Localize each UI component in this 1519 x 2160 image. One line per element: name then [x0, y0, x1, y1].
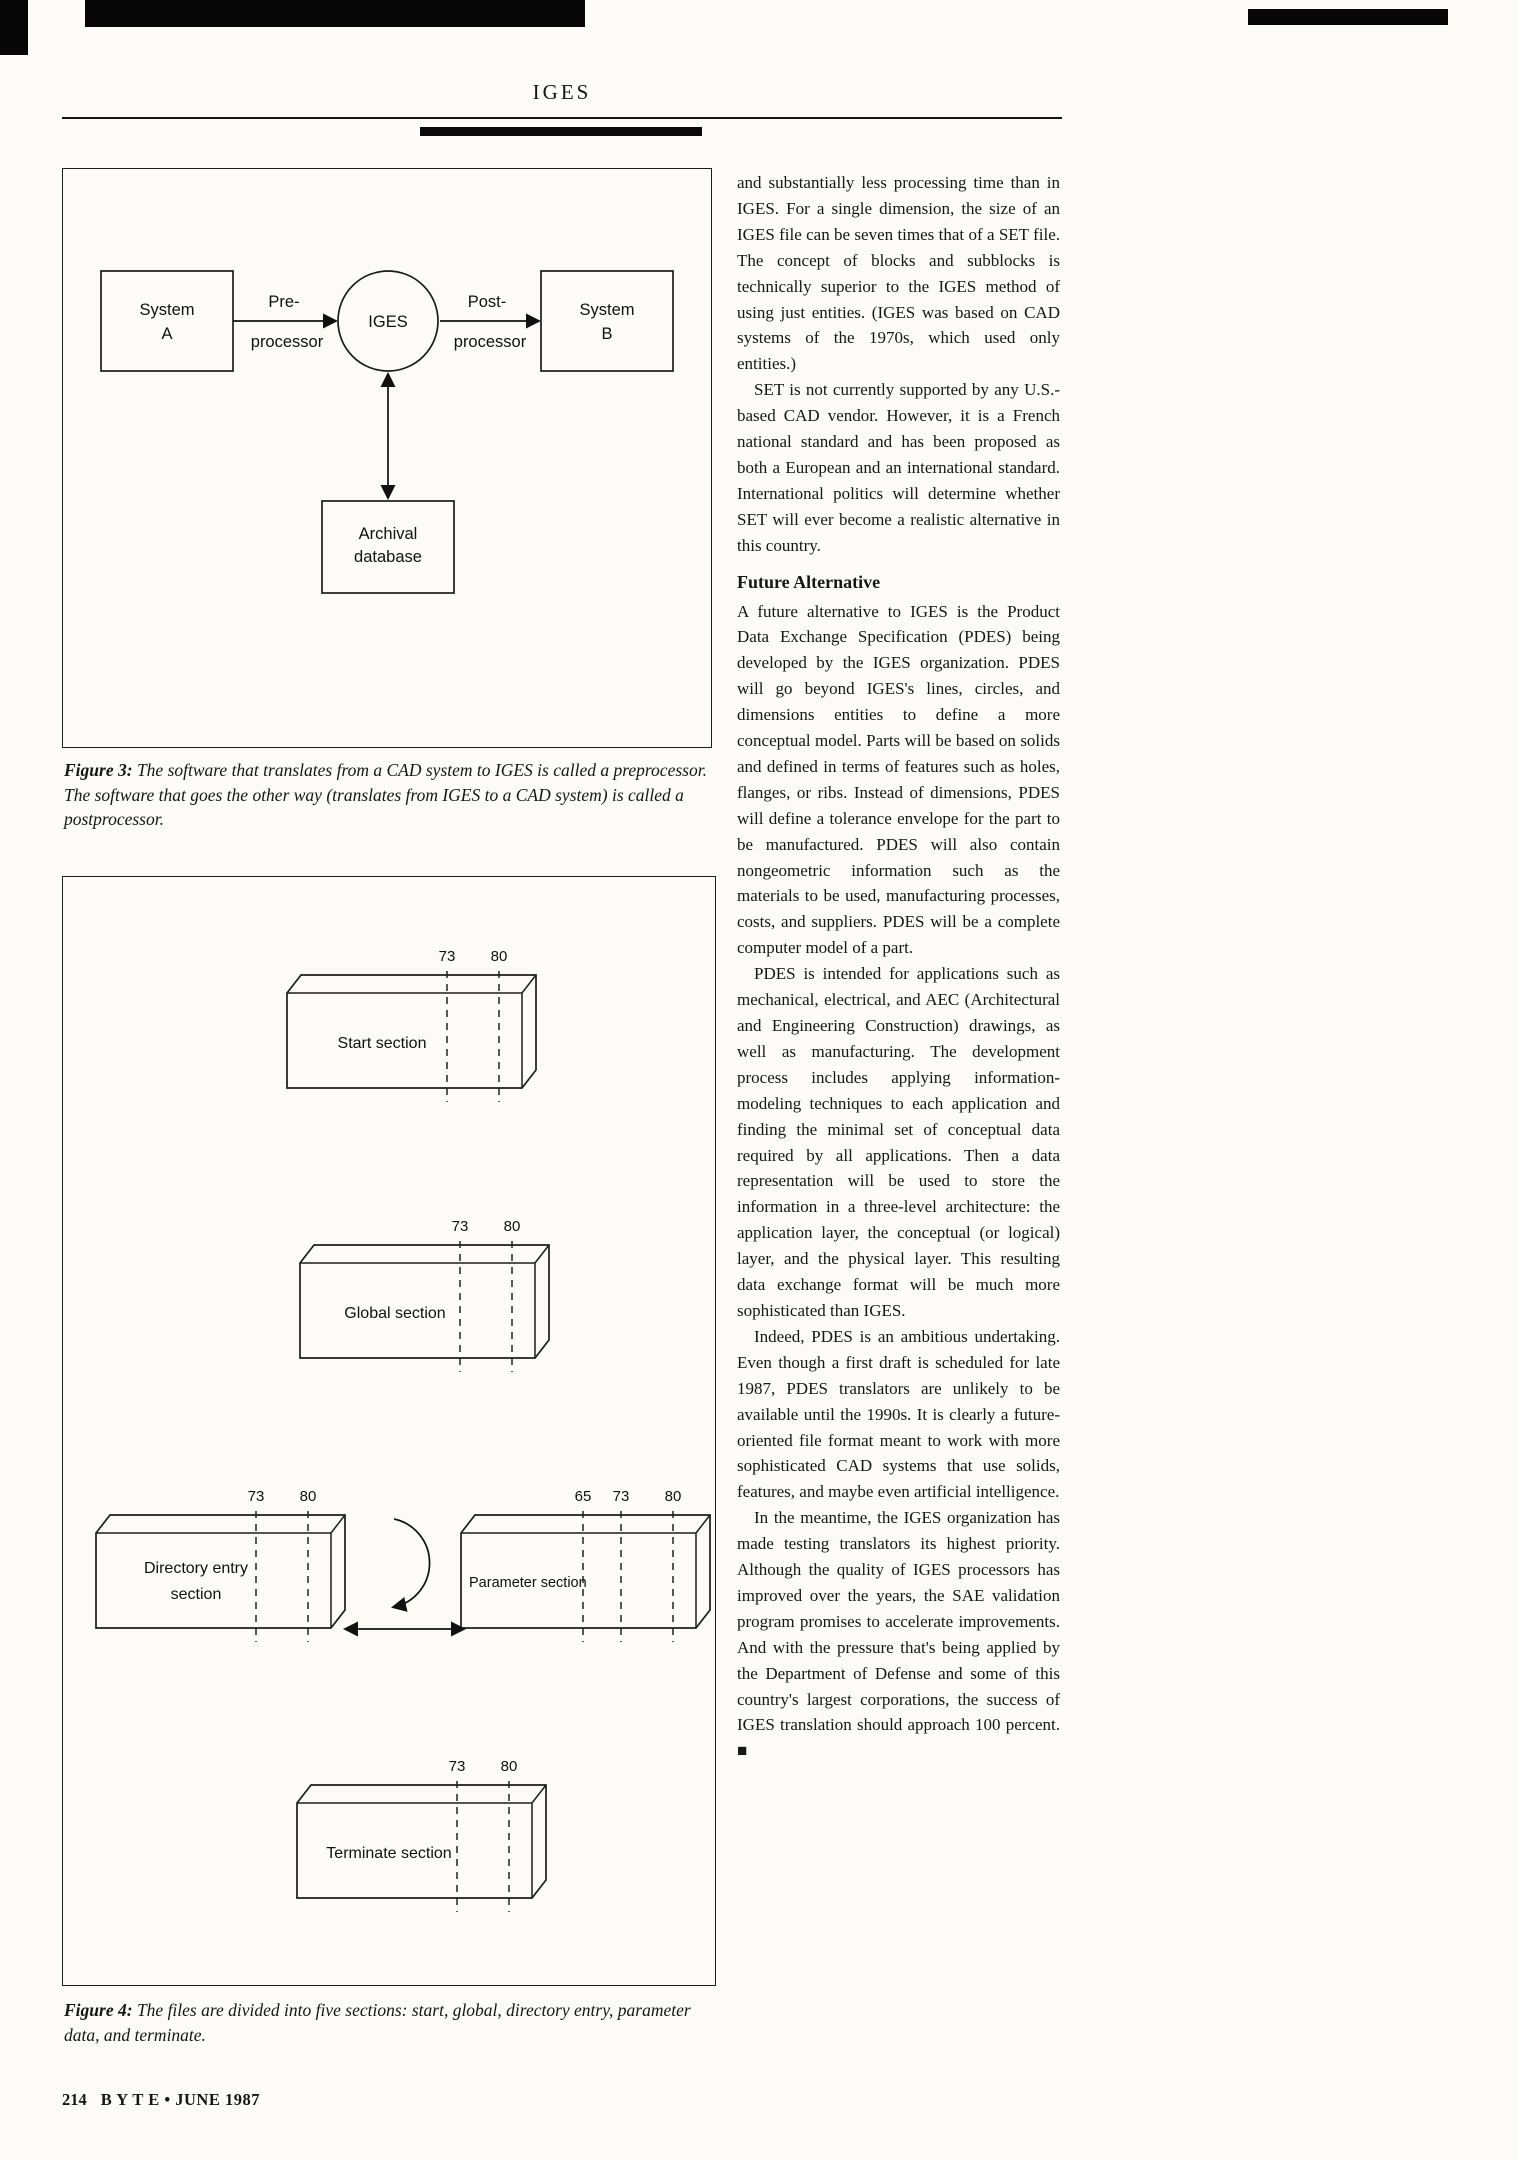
article-column: [737, 170, 1060, 1764]
preprocessor-label: processor: [250, 333, 324, 351]
slab-shape: [297, 1785, 546, 1898]
article-paragraph: SET is not currently supported by any U.S.-based CAD vendor. However, it is a French national standard and has been proposed as both a European and an international standard. International politics will determine whether SET will ever become a realistic alternative in this country.: [737, 380, 1060, 555]
column-number: 73: [451, 1218, 469, 1235]
section-label: Directory entry: [143, 1560, 249, 1577]
article-paragraph: and substantially less processing time than in IGES. For a single dimension, the size of an IGES file can be seven times that of a SET file. The concept of blocks and subblocks is technically superior to the IGES method of using just entities. (IGES was based on CAD systems of the 1970s, which used only entities.): [737, 173, 1060, 374]
postprocessor-label: Post-: [467, 293, 507, 311]
column-number: 80: [299, 1488, 317, 1505]
section-label: Start section: [337, 1035, 427, 1052]
section-label: Parameter section: [469, 1575, 587, 1591]
column-number: 73: [448, 1758, 466, 1775]
iges-file-sections-diagram: [63, 877, 715, 1985]
column-number: 80: [500, 1758, 518, 1775]
cad-iges-flow-diagram: [63, 169, 711, 747]
figure3-caption-lead: Figure 3:: [64, 760, 133, 780]
figure4-caption-text: The files are divided into five sections: start, global, directory entry, parameter data, and terminate.: [64, 2000, 691, 2045]
file-section-slab-parameter: [461, 1488, 710, 1642]
section-label: section: [170, 1586, 222, 1603]
column-number: 65: [574, 1488, 592, 1505]
system-b-label: B: [601, 325, 613, 343]
system-a-label: System: [139, 301, 195, 319]
slab-shape: [300, 1245, 549, 1358]
issue-line: B Y T E • JUNE 1987: [100, 2090, 260, 2109]
section-heading: Future Alternative: [737, 571, 881, 592]
figure4-caption: [64, 1998, 710, 2047]
figure4-caption-lead: Figure 4:: [64, 2000, 133, 2020]
column-number: 80: [503, 1218, 521, 1235]
file-section-slab-start: [287, 948, 536, 1102]
file-section-slab-directory: [96, 1488, 345, 1642]
iges-label: IGES: [368, 313, 408, 331]
article-paragraph: PDES is intended for applications such as mechanical, electrical, and AEC (Architectural and Engineering Construction) drawings, as well as manufacturing. The development process includes applying information-modeling techniques to each application and finding the minimal set of conceptual data required by all applications. Then a data representation will be used to store the information in a three-level architecture: the application layer, the conceptual (or logical) layer, and the physical layer. This resulting data exchange format will be much more sophisticated than IGES.: [737, 964, 1060, 1320]
column-number: 80: [664, 1488, 682, 1505]
column-number: 73: [247, 1488, 265, 1505]
figure3-frame: [62, 168, 712, 748]
postprocessor-label: processor: [453, 333, 527, 351]
archival-database-box: [322, 501, 454, 593]
section-label: Global section: [344, 1305, 446, 1322]
column-number: 80: [490, 948, 508, 965]
archival-database-label: database: [354, 548, 422, 566]
figure3-caption: [64, 758, 710, 832]
page-number: 214: [62, 2090, 87, 2109]
file-section-slab-terminate: [297, 1758, 546, 1912]
column-number: 73: [438, 948, 456, 965]
scan-artifact-top: [85, 0, 585, 27]
system-b-box: [541, 271, 673, 371]
article-paragraph: Indeed, PDES is an ambitious undertaking. Even though a first draft is scheduled for late 1987, PDES translators are unlikely to be available until the 1990s. It is clearly a future-oriented file format meant to work with more sophisticated CAD systems that use solids, features, and maybe even artificial intelligence.: [737, 1326, 1060, 1502]
exchange-curved-arrow: [394, 1519, 430, 1607]
system-a-box: [101, 271, 233, 371]
scan-artifact-right: [1248, 9, 1448, 25]
running-head-title: IGES: [532, 80, 592, 104]
article-paragraph: A future alternative to IGES is the Product Data Exchange Specification (PDES) being developed by the IGES organization. PDES will go beyond IGES's lines, circles, and dimensions entities to define a more conceptual model. Parts will be based on solids and defined in terms of features such as holes, flanges, or ribs. Instead of dimensions, PDES will define a tolerance envelope for the part to be manufactured. PDES will also contain nongeometric information such as the materials to be used, manufacturing processes, costs, and suppliers. PDES will be a complete computer model of a part.: [737, 601, 1060, 958]
header-rule: [62, 117, 1062, 119]
system-a-label: A: [161, 325, 173, 343]
header-thick-bar: [420, 127, 702, 136]
column-number: 73: [612, 1488, 630, 1505]
figure3-caption-text: The software that translates from a CAD system to IGES is called a preprocessor. The software that goes the other way (translates from IGES to a CAD system) is called a postprocessor.: [64, 760, 707, 829]
slab-shape: [287, 975, 536, 1088]
article-paragraph: In the meantime, the IGES organization has made testing translators its highest priority. Although the quality of IGES processors has improved over the years, the SAE validation program promises to accelerate improvements. And with the pressure that's being applied by the Department of Defense and some of this country's largest corporations, the success of IGES translation should approach 100 percent. ■: [737, 1508, 1060, 1761]
slab-shape: [461, 1515, 710, 1628]
figure4-frame: [62, 876, 716, 1986]
archival-database-label: Archival: [358, 525, 418, 543]
section-label: Terminate section: [326, 1845, 452, 1862]
file-section-slab-global: [300, 1218, 549, 1372]
preprocessor-label: Pre-: [268, 293, 300, 311]
system-b-label: System: [579, 301, 635, 319]
scan-artifact-left: [0, 0, 28, 55]
page-footer: [62, 2090, 260, 2110]
